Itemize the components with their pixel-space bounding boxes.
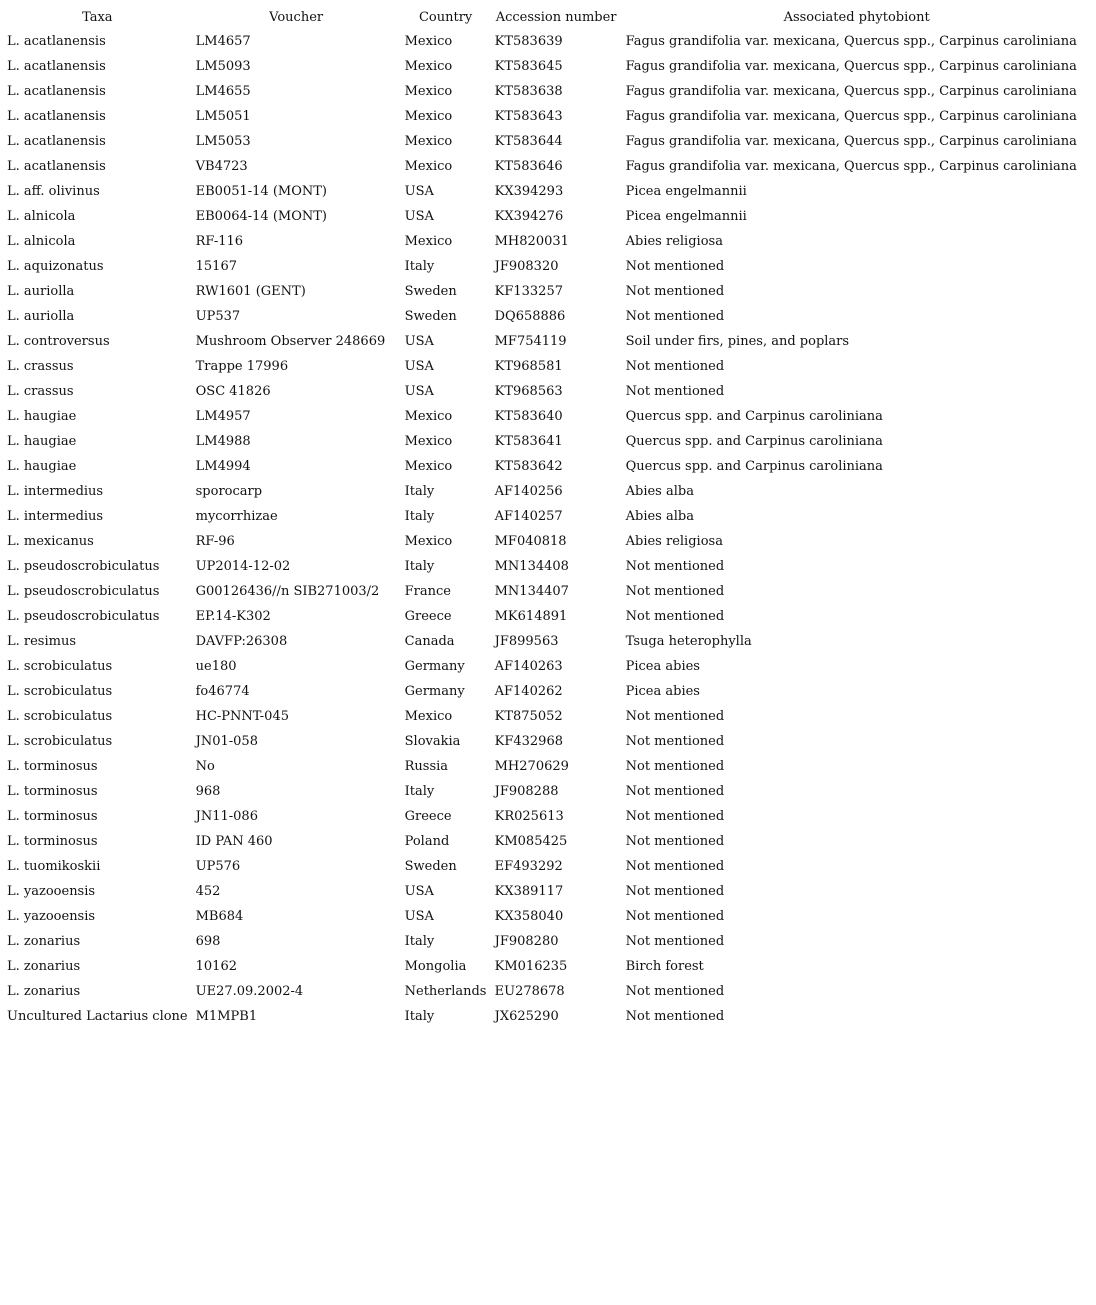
table-row xyxy=(3,604,1092,629)
cell-phytobiont: Fagus grandifolia var. mexicana, Quercus spp., Carpinus caroliniana xyxy=(625,159,1077,174)
cell-accession: KT583644 xyxy=(494,134,563,149)
table-row xyxy=(3,704,1092,729)
cell-country: Italy xyxy=(404,484,435,499)
cell-voucher: EB0064-14 (MONT) xyxy=(195,209,327,224)
cell-accession: KF133257 xyxy=(494,284,563,299)
cell-country: Italy xyxy=(404,559,435,574)
cell-accession: DQ658886 xyxy=(494,309,566,324)
table-row xyxy=(3,679,1092,704)
cell-phytobiont: Not mentioned xyxy=(625,984,725,999)
cell-taxa: L. alnicola xyxy=(7,234,76,249)
cell-phytobiont: Not mentioned xyxy=(625,359,725,374)
cell-voucher: JN01-058 xyxy=(195,734,258,749)
cell-taxa: L. scrobiculatus xyxy=(7,659,113,674)
cell-phytobiont: Fagus grandifolia var. mexicana, Quercus spp., Carpinus caroliniana xyxy=(625,134,1077,149)
table-row xyxy=(3,754,1092,779)
table-row xyxy=(3,779,1092,804)
cell-accession: KM085425 xyxy=(494,834,568,849)
cell-taxa: L. crassus xyxy=(7,359,74,374)
table-row xyxy=(3,104,1092,129)
cell-country: Italy xyxy=(404,1009,435,1024)
cell-country: Canada xyxy=(404,634,455,649)
cell-voucher: ue180 xyxy=(195,659,237,674)
cell-voucher: LM4988 xyxy=(195,434,251,449)
cell-country: USA xyxy=(404,884,434,899)
table-row xyxy=(3,54,1092,79)
cell-country: Sweden xyxy=(404,284,457,299)
cell-voucher: mycorrhizae xyxy=(195,509,278,524)
table-row xyxy=(3,329,1092,354)
cell-country: Mexico xyxy=(404,59,453,74)
table-row xyxy=(3,129,1092,154)
cell-taxa: L. auriolla xyxy=(7,309,75,324)
cell-voucher: UP2014-12-02 xyxy=(195,559,291,574)
cell-voucher: Trappe 17996 xyxy=(195,359,289,374)
cell-phytobiont: Fagus grandifolia var. mexicana, Quercus spp., Carpinus caroliniana xyxy=(625,59,1077,74)
cell-taxa: L. resimus xyxy=(7,634,77,649)
cell-phytobiont: Not mentioned xyxy=(625,934,725,949)
cell-country: Italy xyxy=(404,784,435,799)
cell-taxa: L. tuomikoskii xyxy=(7,859,101,874)
cell-voucher: HC-PNNT-045 xyxy=(195,709,289,724)
cell-country: Italy xyxy=(404,259,435,274)
cell-taxa: L. torminosus xyxy=(7,834,98,849)
cell-voucher: G00126436//n SIB271003/2 xyxy=(195,584,380,599)
cell-voucher: 15167 xyxy=(195,259,237,274)
cell-country: Netherlands xyxy=(404,984,487,999)
header-taxa: Taxa xyxy=(82,9,113,25)
table-row xyxy=(3,204,1092,229)
cell-accession: JF899563 xyxy=(494,634,559,649)
cell-phytobiont: Abies alba xyxy=(625,509,694,524)
cell-country: Germany xyxy=(404,659,465,674)
cell-accession: KM016235 xyxy=(494,959,568,974)
cell-phytobiont: Quercus spp. and Carpinus caroliniana xyxy=(625,434,883,449)
cell-phytobiont: Fagus grandifolia var. mexicana, Quercus spp., Carpinus caroliniana xyxy=(625,34,1077,49)
table-row xyxy=(3,929,1092,954)
cell-voucher: RF-116 xyxy=(195,234,244,249)
table-row xyxy=(3,79,1092,104)
table-row xyxy=(3,954,1092,979)
cell-voucher: LM4994 xyxy=(195,459,251,474)
cell-taxa: L. pseudoscrobiculatus xyxy=(7,559,160,574)
cell-phytobiont: Not mentioned xyxy=(625,734,725,749)
header-voucher: Voucher xyxy=(269,9,324,25)
cell-phytobiont: Not mentioned xyxy=(625,709,725,724)
cell-voucher: M1MPB1 xyxy=(195,1009,258,1024)
cell-phytobiont: Not mentioned xyxy=(625,809,725,824)
cell-country: Mexico xyxy=(404,84,453,99)
cell-voucher: VB4723 xyxy=(195,159,248,174)
cell-phytobiont: Not mentioned xyxy=(625,909,725,924)
cell-country: USA xyxy=(404,184,434,199)
cell-voucher: EP.14-K302 xyxy=(195,609,271,624)
cell-taxa: L. controversus xyxy=(7,334,110,349)
cell-voucher: Mushroom Observer 248669 xyxy=(195,334,386,349)
cell-voucher: 10162 xyxy=(195,959,237,974)
table-row xyxy=(3,879,1092,904)
table-row xyxy=(3,979,1092,1004)
cell-accession: EU278678 xyxy=(494,984,565,999)
cell-country: Mexico xyxy=(404,159,453,174)
cell-taxa: L. intermedius xyxy=(7,484,104,499)
cell-phytobiont: Not mentioned xyxy=(625,259,725,274)
table-row xyxy=(3,804,1092,829)
cell-accession: KX389117 xyxy=(494,884,564,899)
cell-accession: JF908280 xyxy=(494,934,559,949)
cell-voucher: UP537 xyxy=(195,309,241,324)
cell-phytobiont: Picea abies xyxy=(625,684,700,699)
cell-country: USA xyxy=(404,909,434,924)
table-row xyxy=(3,829,1092,854)
cell-accession: MN134407 xyxy=(494,584,569,599)
table-row xyxy=(3,254,1092,279)
cell-taxa: L. yazooensis xyxy=(7,909,96,924)
cell-accession: AF140257 xyxy=(494,509,563,524)
cell-phytobiont: Birch forest xyxy=(625,959,704,974)
cell-voucher: No xyxy=(195,759,215,774)
cell-voucher: fo46774 xyxy=(195,684,250,699)
cell-accession: KT583643 xyxy=(494,109,563,124)
header-accession: Accession number xyxy=(495,9,617,25)
table-row xyxy=(3,429,1092,454)
cell-country: Greece xyxy=(404,809,452,824)
cell-accession: KX394276 xyxy=(494,209,564,224)
cell-accession: MK614891 xyxy=(494,609,568,624)
cell-country: Sweden xyxy=(404,309,457,324)
cell-voucher: LM4957 xyxy=(195,409,251,424)
table-row xyxy=(3,579,1092,604)
cell-phytobiont: Not mentioned xyxy=(625,784,725,799)
cell-phytobiont: Picea engelmannii xyxy=(625,184,747,199)
cell-voucher: EB0051-14 (MONT) xyxy=(195,184,327,199)
cell-phytobiont: Not mentioned xyxy=(625,384,725,399)
cell-accession: KT583640 xyxy=(494,409,563,424)
cell-taxa: L. haugiae xyxy=(7,434,77,449)
cell-country: USA xyxy=(404,334,434,349)
cell-country: France xyxy=(404,584,451,599)
cell-accession: JF908288 xyxy=(494,784,559,799)
header-row xyxy=(3,5,1092,29)
cell-taxa: L. auriolla xyxy=(7,284,75,299)
cell-taxa: L. intermedius xyxy=(7,509,104,524)
cell-country: Mongolia xyxy=(404,959,467,974)
cell-taxa: L. scrobiculatus xyxy=(7,709,113,724)
cell-phytobiont: Not mentioned xyxy=(625,584,725,599)
cell-accession: KT583639 xyxy=(494,34,563,49)
cell-country: Germany xyxy=(404,684,465,699)
cell-taxa: L. torminosus xyxy=(7,759,98,774)
table-row xyxy=(3,504,1092,529)
cell-taxa: L. alnicola xyxy=(7,209,76,224)
cell-voucher: JN11-086 xyxy=(195,809,258,824)
table-row xyxy=(3,554,1092,579)
cell-taxa: L. torminosus xyxy=(7,784,98,799)
cell-phytobiont: Fagus grandifolia var. mexicana, Quercus spp., Carpinus caroliniana xyxy=(625,109,1077,124)
cell-voucher: UE27.09.2002-4 xyxy=(195,984,304,999)
cell-phytobiont: Not mentioned xyxy=(625,834,725,849)
cell-accession: MF754119 xyxy=(494,334,567,349)
cell-voucher: MB684 xyxy=(195,909,244,924)
cell-accession: MH270629 xyxy=(494,759,569,774)
cell-phytobiont: Abies alba xyxy=(625,484,694,499)
cell-phytobiont: Soil under firs, pines, and poplars xyxy=(625,334,850,349)
cell-accession: KX358040 xyxy=(494,909,564,924)
cell-taxa: L. zonarius xyxy=(7,959,81,974)
cell-country: Sweden xyxy=(404,859,457,874)
cell-accession: EF493292 xyxy=(494,859,563,874)
table-row xyxy=(3,229,1092,254)
cell-country: Mexico xyxy=(404,534,453,549)
cell-phytobiont: Fagus grandifolia var. mexicana, Quercus spp., Carpinus caroliniana xyxy=(625,84,1077,99)
cell-accession: KX394293 xyxy=(494,184,564,199)
table-row xyxy=(3,279,1092,304)
cell-taxa: L. torminosus xyxy=(7,809,98,824)
cell-voucher: ID PAN 460 xyxy=(195,834,273,849)
cell-phytobiont: Quercus spp. and Carpinus caroliniana xyxy=(625,409,883,424)
cell-accession: KR025613 xyxy=(494,809,564,824)
cell-country: Mexico xyxy=(404,109,453,124)
table-row xyxy=(3,379,1092,404)
cell-phytobiont: Abies religiosa xyxy=(625,534,723,549)
cell-accession: AF140256 xyxy=(494,484,563,499)
cell-taxa: L. acatlanensis xyxy=(7,134,106,149)
cell-phytobiont: Tsuga heterophylla xyxy=(625,634,752,649)
cell-taxa: L. crassus xyxy=(7,384,74,399)
cell-taxa: L. acatlanensis xyxy=(7,159,106,174)
cell-country: Italy xyxy=(404,934,435,949)
table-row xyxy=(3,904,1092,929)
header-country: Country xyxy=(418,9,473,25)
table-row xyxy=(3,654,1092,679)
table-row xyxy=(3,29,1092,54)
cell-accession: MF040818 xyxy=(494,534,567,549)
cell-voucher: 698 xyxy=(195,934,221,949)
table-row xyxy=(3,1004,1092,1029)
cell-accession: KT583641 xyxy=(494,434,563,449)
cell-phytobiont: Not mentioned xyxy=(625,859,725,874)
cell-country: Greece xyxy=(404,609,452,624)
cell-taxa: L. acatlanensis xyxy=(7,34,106,49)
cell-voucher: LM5093 xyxy=(195,59,251,74)
table-row xyxy=(3,179,1092,204)
cell-country: Mexico xyxy=(404,434,453,449)
cell-voucher: sporocarp xyxy=(195,484,263,499)
table-row xyxy=(3,154,1092,179)
cell-taxa: L. scrobiculatus xyxy=(7,734,113,749)
cell-accession: KT875052 xyxy=(494,709,563,724)
cell-taxa: L. pseudoscrobiculatus xyxy=(7,584,160,599)
cell-taxa: L. haugiae xyxy=(7,409,77,424)
table-row xyxy=(3,854,1092,879)
cell-phytobiont: Not mentioned xyxy=(625,559,725,574)
cell-accession: KT583645 xyxy=(494,59,563,74)
cell-accession: MH820031 xyxy=(494,234,569,249)
cell-phytobiont: Picea abies xyxy=(625,659,700,674)
cell-voucher: LM4655 xyxy=(195,84,251,99)
cell-phytobiont: Not mentioned xyxy=(625,284,725,299)
table-row xyxy=(3,629,1092,654)
cell-taxa: L. pseudoscrobiculatus xyxy=(7,609,160,624)
cell-taxa: L. acatlanensis xyxy=(7,109,106,124)
specimen-table xyxy=(3,5,1092,1029)
cell-taxa: L. aquizonatus xyxy=(7,259,104,274)
cell-phytobiont: Not mentioned xyxy=(625,609,725,624)
table-row xyxy=(3,354,1092,379)
cell-phytobiont: Not mentioned xyxy=(625,309,725,324)
table-row xyxy=(3,304,1092,329)
cell-phytobiont: Not mentioned xyxy=(625,1009,725,1024)
cell-taxa: L. acatlanensis xyxy=(7,84,106,99)
cell-voucher: RW1601 (GENT) xyxy=(195,284,306,299)
cell-accession: AF140263 xyxy=(494,659,563,674)
cell-country: Mexico xyxy=(404,234,453,249)
cell-country: Mexico xyxy=(404,34,453,49)
cell-voucher: 968 xyxy=(195,784,221,799)
table-row xyxy=(3,454,1092,479)
header-phytobiont: Associated phytobiont xyxy=(783,9,930,25)
table-row xyxy=(3,479,1092,504)
cell-voucher: 452 xyxy=(195,884,221,899)
cell-phytobiont: Quercus spp. and Carpinus caroliniana xyxy=(625,459,883,474)
cell-accession: KF432968 xyxy=(494,734,563,749)
cell-voucher: LM4657 xyxy=(195,34,251,49)
cell-country: Mexico xyxy=(404,459,453,474)
cell-taxa: L. scrobiculatus xyxy=(7,684,113,699)
table-body xyxy=(3,29,1092,1029)
cell-taxa: L. acatlanensis xyxy=(7,59,106,74)
cell-country: Poland xyxy=(404,834,450,849)
cell-voucher: DAVFP:26308 xyxy=(195,634,288,649)
table-row xyxy=(3,529,1092,554)
cell-country: Mexico xyxy=(404,134,453,149)
cell-country: Mexico xyxy=(404,709,453,724)
cell-accession: KT968581 xyxy=(494,359,563,374)
cell-voucher: UP576 xyxy=(195,859,241,874)
cell-taxa: L. aff. olivinus xyxy=(7,184,100,199)
cell-phytobiont: Abies religiosa xyxy=(625,234,723,249)
cell-phytobiont: Not mentioned xyxy=(625,759,725,774)
cell-country: Russia xyxy=(404,759,449,774)
cell-country: USA xyxy=(404,359,434,374)
cell-taxa: L. yazooensis xyxy=(7,884,96,899)
cell-taxa: Uncultured Lactarius clone xyxy=(7,1009,188,1024)
cell-voucher: LM5051 xyxy=(195,109,251,124)
cell-accession: KT583646 xyxy=(494,159,563,174)
cell-voucher: LM5053 xyxy=(195,134,251,149)
cell-accession: JX625290 xyxy=(494,1009,559,1024)
cell-phytobiont: Not mentioned xyxy=(625,884,725,899)
cell-country: USA xyxy=(404,209,434,224)
cell-country: USA xyxy=(404,384,434,399)
cell-accession: KT583638 xyxy=(494,84,563,99)
cell-accession: KT968563 xyxy=(494,384,563,399)
table-row xyxy=(3,729,1092,754)
cell-voucher: RF-96 xyxy=(195,534,235,549)
cell-accession: JF908320 xyxy=(494,259,559,274)
cell-accession: AF140262 xyxy=(494,684,563,699)
cell-taxa: L. haugiae xyxy=(7,459,77,474)
cell-taxa: L. mexicanus xyxy=(7,534,94,549)
cell-country: Mexico xyxy=(404,409,453,424)
cell-country: Italy xyxy=(404,509,435,524)
cell-taxa: L. zonarius xyxy=(7,934,81,949)
cell-accession: KT583642 xyxy=(494,459,563,474)
cell-taxa: L. zonarius xyxy=(7,984,81,999)
cell-phytobiont: Picea engelmannii xyxy=(625,209,747,224)
cell-accession: MN134408 xyxy=(494,559,569,574)
cell-country: Slovakia xyxy=(404,734,461,749)
table-row xyxy=(3,404,1092,429)
cell-voucher: OSC 41826 xyxy=(195,384,271,399)
